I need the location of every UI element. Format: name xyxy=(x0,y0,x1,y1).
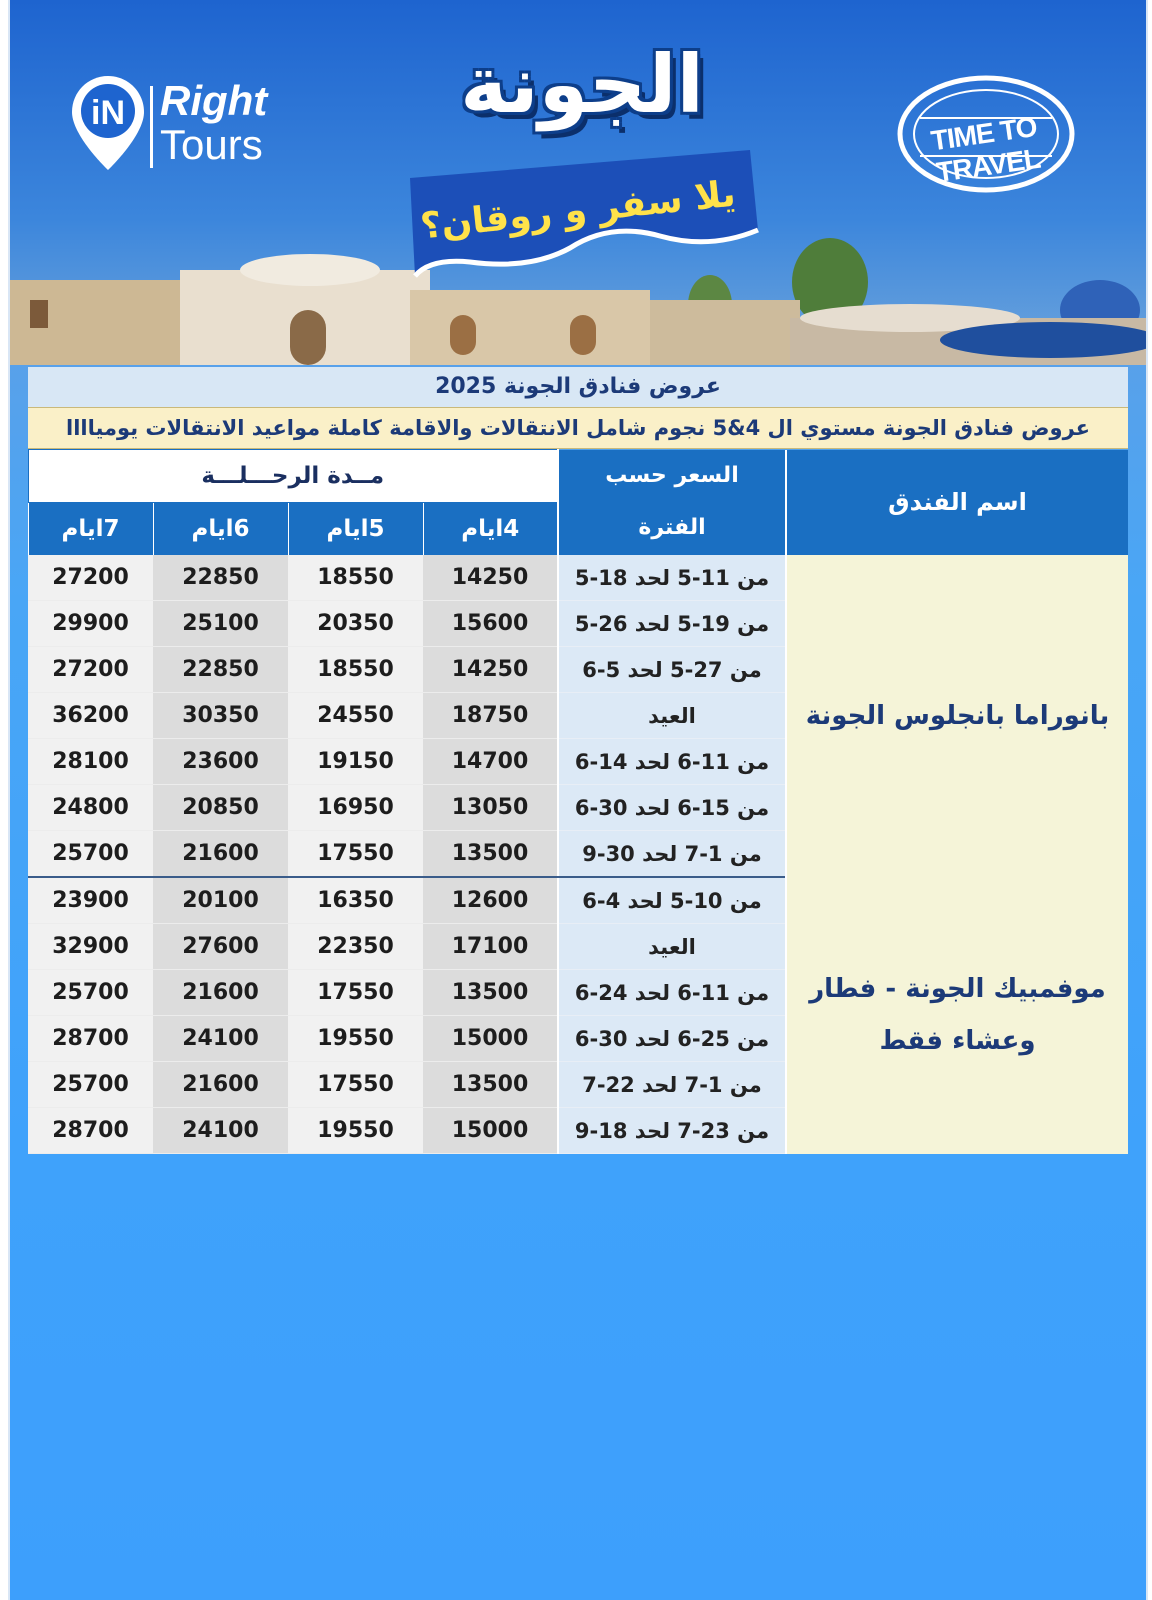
period-cell: العيد xyxy=(558,924,786,970)
price-6-days: 21600 xyxy=(153,831,288,878)
header-7-days: 7ايام xyxy=(28,503,153,556)
period-cell: من 19-5 لحد 26-5 xyxy=(558,601,786,647)
price-4-days: 15000 xyxy=(423,1108,558,1154)
price-4-days: 14700 xyxy=(423,739,558,785)
period-cell: من 25-6 لحد 30-6 xyxy=(558,1016,786,1062)
period-cell: من 11-6 لحد 14-6 xyxy=(558,739,786,785)
price-6-days: 22850 xyxy=(153,555,288,601)
price-4-days: 12600 xyxy=(423,877,558,924)
table-subtitle: عروض فنادق الجونة مستوي ال 4&5 نجوم شامل الانتقالات والاقامة كاملة مواعيد الانتقالات يومياااا xyxy=(28,407,1128,449)
header-price-line1: السعر حسب xyxy=(605,463,739,489)
period-cell: من 27-5 لحد 5-6 xyxy=(558,647,786,693)
price-5-days: 18550 xyxy=(288,555,423,601)
price-4-days: 13050 xyxy=(423,785,558,831)
price-7-days: 27200 xyxy=(28,555,153,601)
price-4-days: 13500 xyxy=(423,1062,558,1108)
price-7-days: 28700 xyxy=(28,1016,153,1062)
hotel-name-panorama: بانوراما بانجلوس الجونة xyxy=(786,555,1128,877)
period-cell: من 11-6 لحد 24-6 xyxy=(558,970,786,1016)
hotel-name-movenpick xyxy=(786,877,1128,1154)
price-4-days: 13500 xyxy=(423,970,558,1016)
price-4-days: 18750 xyxy=(423,693,558,739)
header-price-period xyxy=(558,450,786,556)
price-6-days: 24100 xyxy=(153,1016,288,1062)
price-5-days: 22350 xyxy=(288,924,423,970)
table-row xyxy=(28,877,1128,924)
brand-name-line1: Right xyxy=(160,77,268,124)
price-5-days: 16350 xyxy=(288,877,423,924)
table-row xyxy=(28,555,1128,601)
brand-name-line2: Tours xyxy=(160,121,263,168)
price-6-days: 20850 xyxy=(153,785,288,831)
price-5-days: 20350 xyxy=(288,601,423,647)
price-5-days: 19150 xyxy=(288,739,423,785)
price-5-days: 19550 xyxy=(288,1016,423,1062)
period-cell: العيد xyxy=(558,693,786,739)
price-7-days: 25700 xyxy=(28,970,153,1016)
period-cell: من 23-7 لحد 18-9 xyxy=(558,1108,786,1154)
price-5-days: 24550 xyxy=(288,693,423,739)
price-4-days: 14250 xyxy=(423,647,558,693)
price-6-days: 23600 xyxy=(153,739,288,785)
header-6-days: 6ايام xyxy=(153,503,288,556)
price-table xyxy=(28,449,1129,1154)
price-6-days: 27600 xyxy=(153,924,288,970)
poster xyxy=(8,0,1148,1600)
price-4-days: 15000 xyxy=(423,1016,558,1062)
header-4-days: 4ايام xyxy=(423,503,558,556)
price-4-days: 14250 xyxy=(423,555,558,601)
price-7-days: 24800 xyxy=(28,785,153,831)
price-6-days: 24100 xyxy=(153,1108,288,1154)
price-5-days: 17550 xyxy=(288,831,423,878)
period-cell: من 15-6 لحد 30-6 xyxy=(558,785,786,831)
hero-subtitle: يلا سفر و روقان؟ xyxy=(418,173,738,248)
header-trip-duration: مــدة الرحـــلـــة xyxy=(28,450,558,503)
period-cell: من 10-5 لحد 4-6 xyxy=(558,877,786,924)
price-4-days: 13500 xyxy=(423,831,558,878)
price-5-days: 19550 xyxy=(288,1108,423,1154)
price-6-days: 21600 xyxy=(153,1062,288,1108)
price-6-days: 21600 xyxy=(153,970,288,1016)
price-4-days: 17100 xyxy=(423,924,558,970)
price-5-days: 17550 xyxy=(288,970,423,1016)
header-hotel-name: اسم الفندق xyxy=(786,450,1128,556)
price-7-days: 23900 xyxy=(28,877,153,924)
price-5-days: 17550 xyxy=(288,1062,423,1108)
header-price-line2: الفترة xyxy=(638,515,706,541)
price-7-days: 36200 xyxy=(28,693,153,739)
period-cell: من 1-7 لحد 30-9 xyxy=(558,831,786,878)
hotel-name-line2: وعشاء فقط xyxy=(879,1026,1036,1057)
price-6-days: 30350 xyxy=(153,693,288,739)
price-5-days: 16950 xyxy=(288,785,423,831)
price-7-days: 32900 xyxy=(28,924,153,970)
brand-logo xyxy=(160,77,268,168)
pin-text: iN xyxy=(91,94,125,132)
price-7-days: 25700 xyxy=(28,1062,153,1108)
period-cell: من 11-5 لحد 18-5 xyxy=(558,555,786,601)
header-5-days: 5ايام xyxy=(288,503,423,556)
price-7-days: 28700 xyxy=(28,1108,153,1154)
hotel-name-line1: موفمبيك الجونة - فطار xyxy=(809,974,1106,1005)
price-7-days: 25700 xyxy=(28,831,153,878)
table-title: عروض فنادق الجونة 2025 xyxy=(28,367,1128,407)
price-5-days: 18550 xyxy=(288,647,423,693)
price-7-days: 27200 xyxy=(28,647,153,693)
price-6-days: 25100 xyxy=(153,601,288,647)
hero-title: الجونة xyxy=(460,38,704,131)
price-6-days: 20100 xyxy=(153,877,288,924)
price-7-days: 29900 xyxy=(28,601,153,647)
price-6-days: 22850 xyxy=(153,647,288,693)
period-cell: من 1-7 لحد 22-7 xyxy=(558,1062,786,1108)
price-table-section xyxy=(28,367,1128,1154)
stamp-main-text: TIME TO TRAVEL xyxy=(929,110,1042,188)
price-4-days: 15600 xyxy=(423,601,558,647)
price-7-days: 28100 xyxy=(28,739,153,785)
hero-banner xyxy=(10,0,1146,365)
